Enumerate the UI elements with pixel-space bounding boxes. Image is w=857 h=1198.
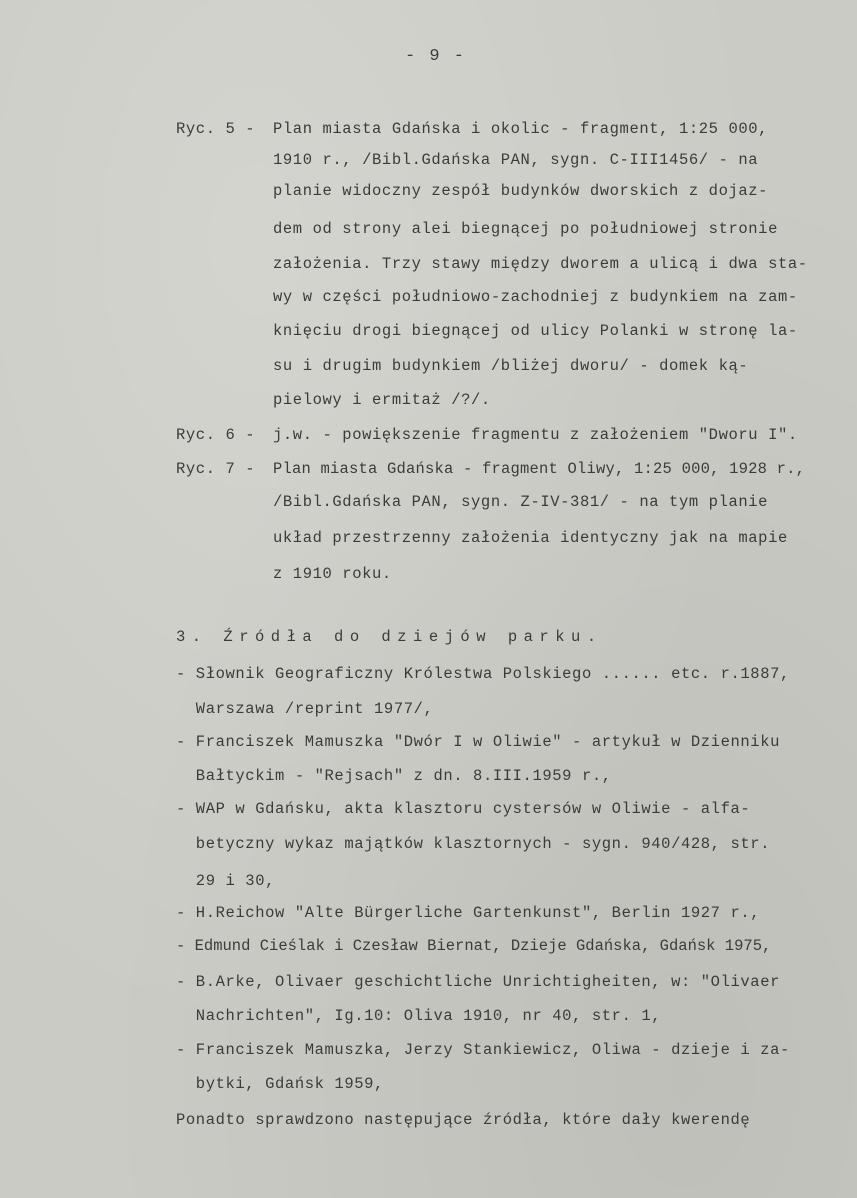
source-line: - H.Reichow "Alte Bürgerliche Gartenkunst", Berlin 1927 r.,: [176, 904, 761, 922]
figure-6-line: j.w. - powiększenie fragmentu z założeniem "Dworu I".: [273, 426, 798, 444]
source-line: 29 i 30,: [176, 872, 276, 890]
source-line: Bałtyckim - "Rejsach" z dn. 8.III.1959 r.,: [176, 767, 612, 785]
figure-5-label: Ryc. 5 -: [176, 120, 256, 138]
source-line: - B.Arke, Olivaer geschichtliche Unrichtigheiten, w: "Olivaer: [176, 973, 780, 991]
source-line: - WAP w Gdańsku, akta klasztoru cystersów w Oliwie - alfa-: [176, 800, 751, 818]
source-line: - Franciszek Mamuszka, Jerzy Stankiewicz, Oliwa - dzieje i za-: [176, 1041, 790, 1059]
figure-7-line: Plan miasta Gdańska - fragment Oliwy, 1:25 000, 1928 r.,: [273, 460, 806, 478]
figure-7-line: układ przestrzenny założenia identyczny jak na mapie: [273, 529, 788, 547]
source-line: bytki, Gdańsk 1959,: [176, 1075, 384, 1093]
source-line: Nachrichten", Ig.10: Oliva 1910, nr 40, str. 1,: [176, 1007, 662, 1025]
figure-5-line: 1910 r., /Bibl.Gdańska PAN, sygn. C-III1456/ - na: [273, 151, 759, 169]
figure-5-line: dem od strony alei biegnącej po południowej stronie: [273, 220, 778, 238]
section-heading: 3. Źródła do dziejów parku.: [176, 628, 603, 646]
page-number: - 9 -: [405, 47, 467, 66]
source-line: - Franciszek Mamuszka "Dwór I w Oliwie" - artykuł w Dzienniku: [176, 733, 780, 751]
source-line: - Edmund Cieślak i Czesław Biernat, Dzieje Gdańska, Gdańsk 1975,: [176, 937, 772, 955]
figure-7-label: Ryc. 7 -: [176, 460, 256, 478]
figure-5-line: knięciu drogi biegnącej od ulicy Polanki w stronę la-: [273, 322, 798, 340]
figure-5-line: planie widoczny zespół budynków dworskich z dojaz-: [273, 182, 769, 200]
closing-line: Ponadto sprawdzono następujące źródła, które dały kwerendę: [176, 1111, 751, 1129]
figure-5-line: Plan miasta Gdańska i okolic - fragment, 1:25 000,: [273, 120, 769, 138]
figure-6-label: Ryc. 6 -: [176, 426, 256, 444]
source-line: betyczny wykaz majątków klasztornych - sygn. 940/428, str.: [176, 835, 771, 853]
figure-7-line: /Bibl.Gdańska PAN, sygn. Z-IV-381/ - na tym planie: [273, 493, 769, 511]
figure-5-line: su i drugim budynkiem /bliżej dworu/ - domek ką-: [273, 357, 749, 375]
figure-7-line: z 1910 roku.: [273, 565, 392, 583]
source-line: - Słownik Geograficzny Królestwa Polskiego ...... etc. r.1887,: [176, 665, 790, 683]
figure-5-line: pielowy i ermitaż /?/.: [273, 391, 491, 409]
figure-5-line: założenia. Trzy stawy między dworem a ulicą i dwa sta-: [273, 255, 808, 273]
source-line: Warszawa /reprint 1977/,: [176, 700, 434, 718]
figure-5-line: wy w części południowo-zachodniej z budynkiem na zam-: [273, 288, 798, 306]
